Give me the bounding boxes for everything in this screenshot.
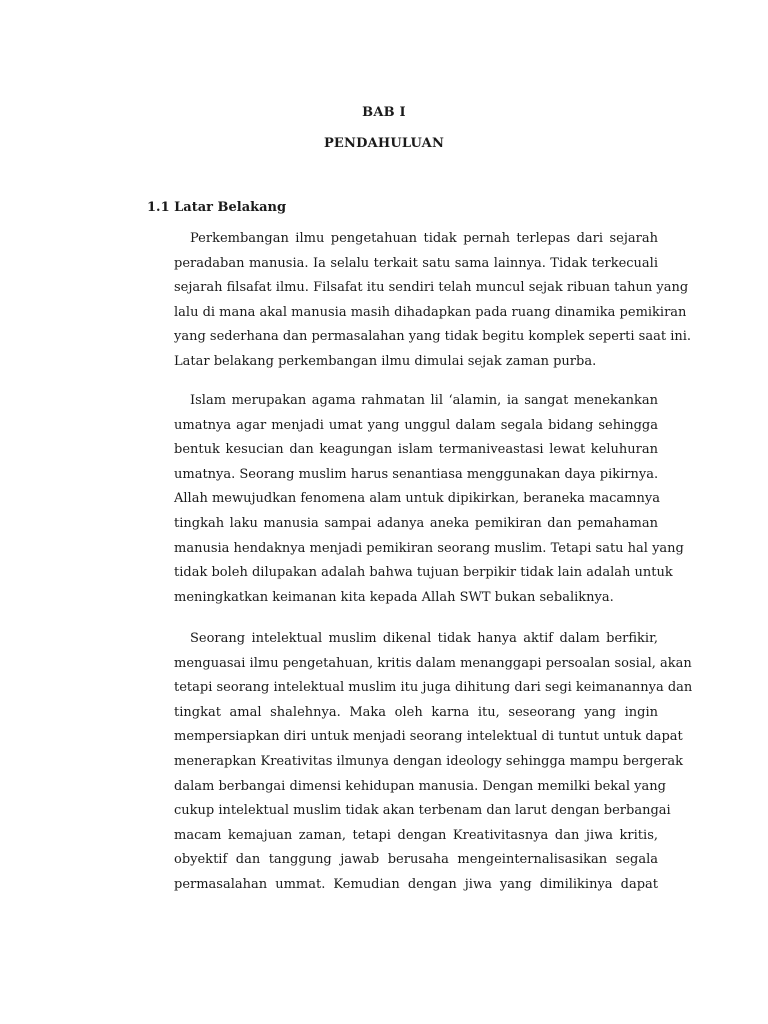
paragraph-line: menguasai ilmu pengetahuan, kritis dalam menanggapi persoalan sosial, akan (174, 655, 692, 671)
paragraph-line: meningkatkan keimanan kita kepada Allah SWT bukan sebaliknya. (174, 589, 614, 605)
paragraph-line: Latar belakang perkembangan ilmu dimulai sejak zaman purba. (174, 353, 597, 369)
paragraph-line: tingkah laku manusia sampai adanya aneka pemikiran dan pemahaman (174, 515, 658, 531)
paragraph-line: peradaban manusia. Ia selalu terkait satu sama lainnya. Tidak terkecuali (174, 255, 658, 271)
section-heading: 1.1 Latar Belakang (147, 200, 287, 215)
paragraph-line: cukup intelektual muslim tidak akan terbenam dan larut dengan berbangai (174, 803, 671, 819)
paragraph-line: umatnya agar menjadi umat yang unggul dalam segala bidang sehingga (174, 417, 658, 433)
paragraph-line: Allah mewujudkan fenomena alam untuk dipikirkan, beraneka macamnya (174, 491, 660, 507)
paragraph-line: yang sederhana dan permasalahan yang tidak begitu komplek seperti saat ini. (174, 329, 692, 345)
paragraph-line: bentuk kesucian dan keagungan islam termaniveastasi lewat keluhuran (174, 442, 658, 458)
paragraph-line: Islam merupakan agama rahmatan lil ‘alamin, ia sangat menekankan (190, 393, 658, 408)
paragraph-line: sejarah filsafat ilmu. Filsafat itu sendiri telah muncul sejak ribuan tahun yang (174, 280, 689, 296)
paragraph-line: Seorang intelektual muslim dikenal tidak hanya aktif dalam berfikir, (190, 631, 658, 646)
paragraph-2 (174, 389, 684, 610)
paragraph-3 (174, 627, 693, 898)
paragraph-line: umatnya. Seorang muslim harus senantiasa menggunakan daya pikirnya. (174, 466, 659, 482)
paragraph-line: tingkat amal shalehnya. Maka oleh karna itu, seseorang yang ingin (174, 704, 658, 720)
paragraph-line: manusia hendaknya menjadi pemikiran seorang muslim. Tetapi satu hal yang (174, 540, 684, 556)
chapter-title: PENDAHULUAN (323, 136, 445, 151)
paragraph-line: tidak boleh dilupakan adalah bahwa tujuan berpikir tidak lain adalah untuk (174, 565, 673, 581)
paragraph-1 (174, 227, 692, 375)
chapter-number: BAB I (362, 105, 406, 120)
paragraph-line: permasalahan ummat. Kemudian dengan jiwa yang dimilikinya dapat (174, 876, 658, 892)
paragraph-line: tetapi seorang intelektual muslim itu juga dihitung dari segi keimanannya dan (174, 680, 693, 696)
paragraph-line: mempersiapkan diri untuk menjadi seorang intelektual di tuntut untuk dapat (174, 729, 683, 745)
paragraph-line: lalu di mana akal manusia masih dihadapkan pada ruang dinamika pemikiran (174, 304, 687, 320)
paragraph-line: obyektif dan tanggung jawab berusaha mengeinternalisasikan segala (174, 852, 658, 868)
paragraph-line: dalam berbangai dimensi kehidupan manusia. Dengan memilki bekal yang (174, 778, 666, 794)
paragraph-line: menerapkan Kreativitas ilmunya dengan ideology sehingga mampu bergerak (174, 753, 684, 769)
paragraph-line: Perkembangan ilmu pengetahuan tidak pernah terlepas dari sejarah (190, 231, 658, 246)
paragraph-line: macam kemajuan zaman, tetapi dengan Kreativitasnya dan jiwa kritis, (174, 827, 658, 843)
